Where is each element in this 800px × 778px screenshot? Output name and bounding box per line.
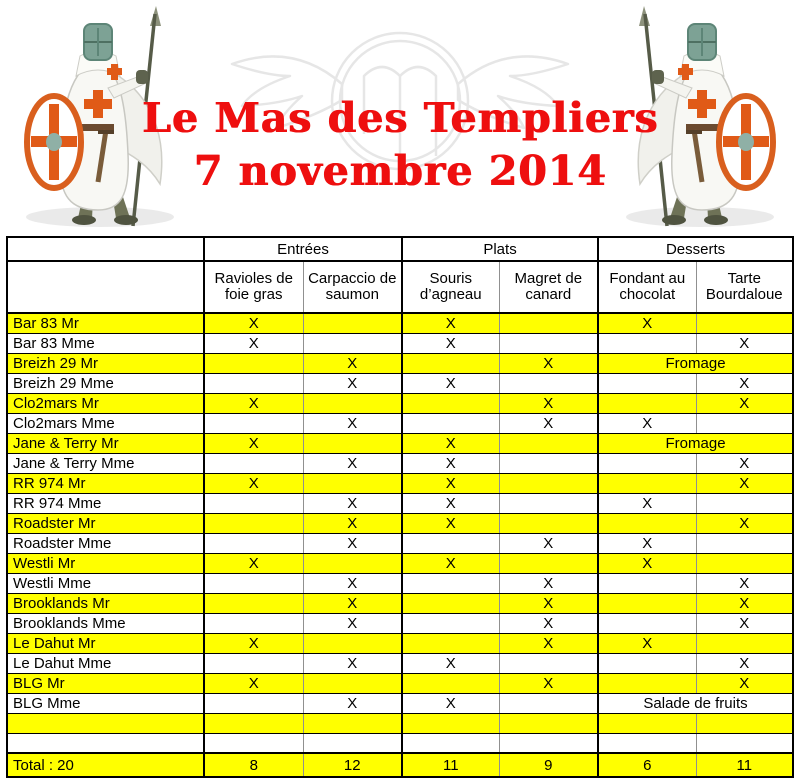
total-label: Total : 20 — [7, 753, 204, 777]
choice-cell — [696, 633, 793, 653]
choice-cell: X — [204, 633, 303, 653]
choice-cell: X — [204, 473, 303, 493]
choice-cell: X — [303, 613, 402, 633]
total-magret: 9 — [499, 753, 598, 777]
choice-cell — [402, 413, 499, 433]
choice-cell — [499, 333, 598, 353]
col-header-magret-canard: Magret de canard — [499, 261, 598, 313]
choice-cell: X — [499, 393, 598, 413]
dish-header-row — [7, 261, 793, 313]
guest-name-cell: Bar 83 Mr — [7, 313, 204, 333]
choice-cell — [204, 453, 303, 473]
choice-cell: X — [204, 313, 303, 333]
choice-cell: X — [402, 433, 499, 453]
guest-name-cell: Roadster Mme — [7, 533, 204, 553]
choice-cell — [696, 533, 793, 553]
choice-cell: X — [402, 373, 499, 393]
choice-cell — [598, 573, 696, 593]
choice-cell: X — [402, 553, 499, 573]
total-fondant: 6 — [598, 753, 696, 777]
choice-cell — [204, 593, 303, 613]
choice-cell — [303, 433, 402, 453]
dessert-special-cell: Salade de fruits — [598, 693, 793, 713]
choice-cell — [303, 633, 402, 653]
choice-cell — [499, 493, 598, 513]
dessert-special-cell: Fromage — [598, 433, 793, 453]
choice-cell — [402, 533, 499, 553]
guest-name-cell: Bar 83 Mme — [7, 333, 204, 353]
choice-cell: X — [696, 613, 793, 633]
choice-cell: X — [598, 413, 696, 433]
choice-cell: X — [402, 493, 499, 513]
choice-cell: X — [303, 533, 402, 553]
corner-cell-2 — [7, 261, 204, 313]
guest-name-cell: Jane & Terry Mme — [7, 453, 204, 473]
guest-row — [7, 593, 793, 613]
choice-cell — [204, 573, 303, 593]
choice-cell: X — [696, 573, 793, 593]
total-row — [7, 753, 793, 777]
choice-cell — [598, 473, 696, 493]
guest-row — [7, 493, 793, 513]
choice-cell: X — [598, 533, 696, 553]
choice-cell: X — [204, 553, 303, 573]
choice-cell: X — [303, 373, 402, 393]
guest-row — [7, 453, 793, 473]
choice-cell — [696, 553, 793, 573]
choice-cell: X — [598, 313, 696, 333]
guest-name-cell: RR 974 Mr — [7, 473, 204, 493]
choice-cell: X — [696, 373, 793, 393]
choice-cell — [303, 473, 402, 493]
choice-cell: X — [696, 473, 793, 493]
choice-cell — [696, 733, 793, 753]
choice-cell — [499, 693, 598, 713]
menu-choices-table — [6, 236, 794, 778]
guest-name-cell: Brooklands Mme — [7, 613, 204, 633]
choice-cell — [499, 733, 598, 753]
choice-cell — [598, 713, 696, 733]
guest-name-cell: Clo2mars Mme — [7, 413, 204, 433]
choice-cell — [499, 373, 598, 393]
choice-cell — [402, 673, 499, 693]
choice-cell — [204, 513, 303, 533]
col-header-tarte-bourdaloue: Tarte Bourdaloue — [696, 261, 793, 313]
choice-cell: X — [204, 433, 303, 453]
choice-cell — [402, 713, 499, 733]
choice-cell: X — [303, 493, 402, 513]
guest-name-cell: Clo2mars Mr — [7, 393, 204, 413]
guest-name-cell: Breizh 29 Mme — [7, 373, 204, 393]
choice-cell: X — [598, 553, 696, 573]
choice-cell — [204, 353, 303, 373]
guest-name-cell: Westli Mme — [7, 573, 204, 593]
guest-name-cell: Westli Mr — [7, 553, 204, 573]
choice-cell — [204, 533, 303, 553]
col-header-souris-agneau: Souris d’agneau — [402, 261, 499, 313]
guest-row — [7, 333, 793, 353]
choice-cell — [204, 413, 303, 433]
choice-cell: X — [696, 653, 793, 673]
choice-cell: X — [696, 453, 793, 473]
choice-cell: X — [499, 633, 598, 653]
choice-cell — [598, 333, 696, 353]
choice-cell: X — [402, 333, 499, 353]
guest-row — [7, 573, 793, 593]
choice-cell: X — [696, 333, 793, 353]
choice-cell: X — [499, 593, 598, 613]
choice-cell: X — [303, 573, 402, 593]
guest-name-cell: Jane & Terry Mr — [7, 433, 204, 453]
choice-cell — [598, 453, 696, 473]
choice-cell — [598, 513, 696, 533]
choice-cell: X — [402, 473, 499, 493]
choice-cell: X — [696, 513, 793, 533]
choice-cell: X — [402, 693, 499, 713]
choice-cell: X — [204, 393, 303, 413]
guest-name-cell: Breizh 29 Mr — [7, 353, 204, 373]
choice-cell — [303, 333, 402, 353]
choice-cell — [204, 653, 303, 673]
choice-cell — [303, 733, 402, 753]
col-header-carpaccio-saumon: Carpaccio de saumon — [303, 261, 402, 313]
choice-cell: X — [204, 673, 303, 693]
guest-row — [7, 693, 793, 713]
choice-cell — [499, 453, 598, 473]
guest-row — [7, 353, 793, 373]
guest-row — [7, 633, 793, 653]
guest-name-cell: BLG Mme — [7, 693, 204, 713]
total-ravioles: 8 — [204, 753, 303, 777]
course-group-header-row — [7, 237, 793, 261]
guest-row — [7, 413, 793, 433]
group-header-desserts: Desserts — [598, 237, 793, 261]
choice-cell: X — [696, 673, 793, 693]
choice-cell: X — [696, 593, 793, 613]
choice-cell: X — [499, 573, 598, 593]
guest-row — [7, 713, 793, 733]
restaurant-title: Le Mas des Templiers — [141, 94, 659, 142]
choice-cell — [303, 553, 402, 573]
guest-row — [7, 613, 793, 633]
choice-cell — [598, 613, 696, 633]
choice-cell: X — [303, 353, 402, 373]
choice-cell — [204, 613, 303, 633]
guest-name-cell: Le Dahut Mr — [7, 633, 204, 653]
choice-cell: X — [598, 493, 696, 513]
col-header-ravioles-foie-gras: Ravioles de foie gras — [204, 261, 303, 313]
choice-cell — [696, 313, 793, 333]
dessert-special-cell: Fromage — [598, 353, 793, 373]
choice-cell: X — [696, 393, 793, 413]
choice-cell — [204, 713, 303, 733]
guest-row — [7, 513, 793, 533]
choice-cell: X — [303, 653, 402, 673]
choice-cell — [402, 633, 499, 653]
guest-name-cell: RR 974 Mme — [7, 493, 204, 513]
choice-cell: X — [402, 453, 499, 473]
choice-cell — [499, 513, 598, 533]
choice-cell: X — [402, 313, 499, 333]
choice-cell — [402, 393, 499, 413]
choice-cell: X — [303, 453, 402, 473]
guest-name-cell: Brooklands Mr — [7, 593, 204, 613]
guest-row — [7, 653, 793, 673]
choice-cell — [499, 433, 598, 453]
guest-row — [7, 393, 793, 413]
choice-cell — [696, 493, 793, 513]
guest-row — [7, 473, 793, 493]
choice-cell — [499, 653, 598, 673]
guest-rows — [7, 313, 793, 753]
choice-cell — [598, 733, 696, 753]
choice-cell — [402, 573, 499, 593]
choice-cell: X — [598, 633, 696, 653]
choice-cell — [303, 313, 402, 333]
choice-cell: X — [303, 593, 402, 613]
choice-cell — [204, 693, 303, 713]
choice-cell — [598, 393, 696, 413]
choice-cell — [204, 373, 303, 393]
choice-cell: X — [499, 413, 598, 433]
choice-cell — [598, 373, 696, 393]
col-header-fondant-chocolat: Fondant au chocolat — [598, 261, 696, 313]
choice-cell — [402, 593, 499, 613]
choice-cell: X — [499, 533, 598, 553]
choice-cell — [204, 493, 303, 513]
choice-cell: X — [499, 613, 598, 633]
choice-cell — [303, 393, 402, 413]
group-header-plats: Plats — [402, 237, 598, 261]
page-header — [0, 0, 800, 236]
event-date: 7 novembre 2014 — [193, 147, 607, 195]
guest-row — [7, 373, 793, 393]
choice-cell — [499, 473, 598, 493]
choice-cell: X — [402, 513, 499, 533]
choice-cell: X — [303, 413, 402, 433]
choice-cell — [402, 613, 499, 633]
choice-cell — [303, 673, 402, 693]
choice-cell: X — [303, 693, 402, 713]
choice-cell: X — [402, 653, 499, 673]
guest-row — [7, 733, 793, 753]
total-tarte: 11 — [696, 753, 793, 777]
guest-row — [7, 533, 793, 553]
guest-row — [7, 433, 793, 453]
corner-cell — [7, 237, 204, 261]
guest-name-cell: BLG Mr — [7, 673, 204, 693]
choice-cell — [402, 353, 499, 373]
choice-cell — [696, 713, 793, 733]
choice-cell: X — [204, 333, 303, 353]
choice-cell — [402, 733, 499, 753]
guest-row — [7, 313, 793, 333]
total-carpaccio: 12 — [303, 753, 402, 777]
guest-name-cell — [7, 733, 204, 753]
guest-name-cell — [7, 713, 204, 733]
choice-cell — [598, 593, 696, 613]
choice-cell — [598, 673, 696, 693]
choice-cell — [499, 313, 598, 333]
title-block — [0, 92, 800, 198]
choice-cell: X — [499, 353, 598, 373]
guest-name-cell: Le Dahut Mme — [7, 653, 204, 673]
guest-row — [7, 553, 793, 573]
total-souris: 11 — [402, 753, 499, 777]
choice-cell — [499, 553, 598, 573]
choice-cell — [696, 413, 793, 433]
choice-cell — [303, 713, 402, 733]
choice-cell: X — [499, 673, 598, 693]
choice-cell — [598, 653, 696, 673]
group-header-entrees: Entrées — [204, 237, 402, 261]
guest-name-cell: Roadster Mr — [7, 513, 204, 533]
choice-cell: X — [303, 513, 402, 533]
choice-cell — [499, 713, 598, 733]
guest-row — [7, 673, 793, 693]
choice-cell — [204, 733, 303, 753]
